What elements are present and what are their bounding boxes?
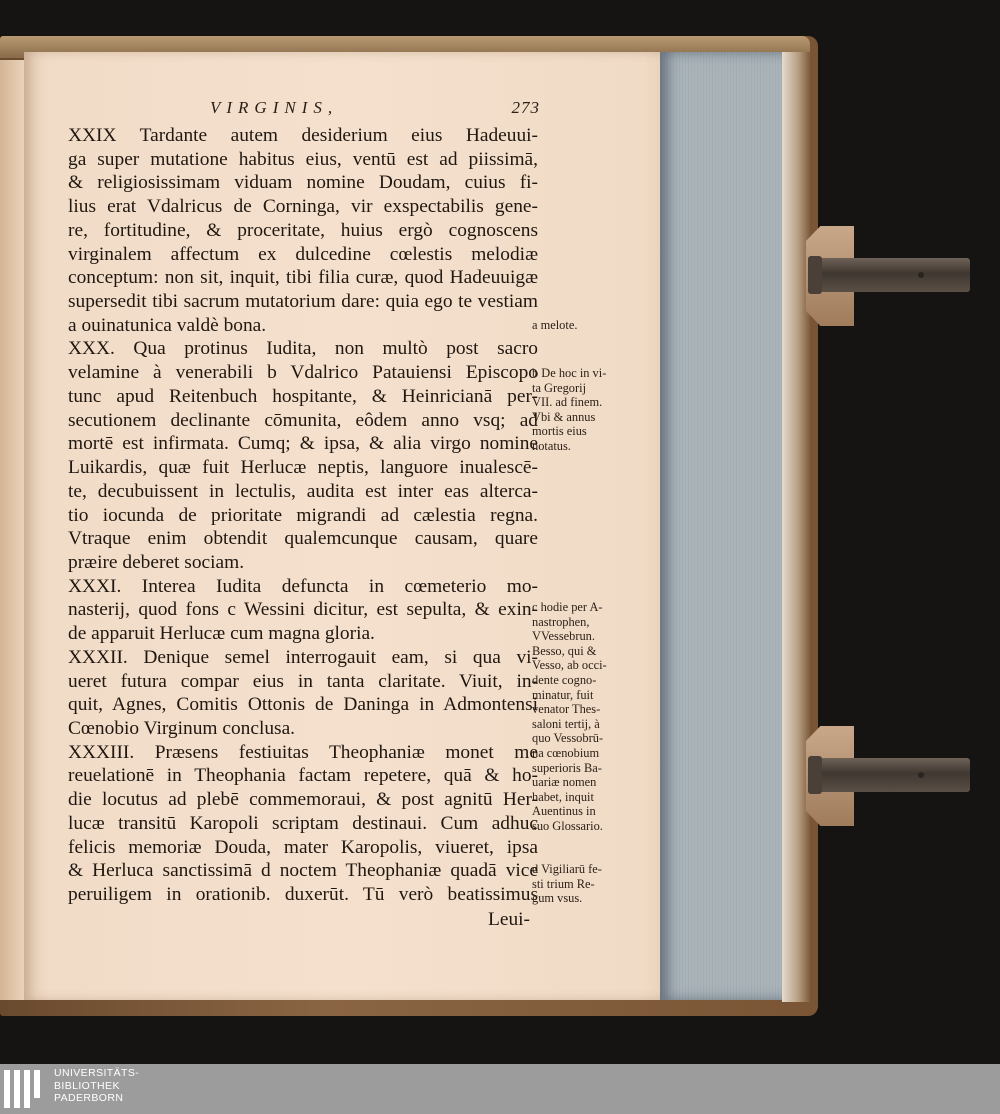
clasp-hinge	[808, 256, 822, 294]
marginal-note-line: dente cogno-	[532, 672, 597, 687]
text-line: XXXII. Denique semel interrogauit eam, si qua vi-	[68, 646, 538, 668]
marginal-note-line: venator Thes-	[532, 702, 601, 717]
page-number: 273	[511, 98, 540, 117]
marginal-note-line: VVessebrun.	[532, 629, 595, 644]
lower-clasp	[806, 726, 970, 772]
library-name	[54, 1067, 139, 1105]
clasp-rivet	[918, 772, 924, 778]
text-line: & religiosissimam viduam nomine Doudam, cuius fi-	[68, 172, 538, 194]
text-line: Cœnobio Virginum conclusa.	[68, 718, 296, 739]
text-line: lucæ transitū Karopoli scriptam destinaui. Cum adhuc	[68, 812, 538, 834]
marginal-note-line: sti trium Re-	[532, 876, 595, 891]
text-line: XXXI. Interea Iudita defuncta in cœmeterio mo-	[68, 575, 538, 597]
marginal-note-a	[532, 318, 642, 333]
text-line: mortē est infirmata. Cumq; & ipsa, & alia virgo nomine	[68, 433, 538, 455]
text-line: ga super mutatione habitus eius, ventū est ad piissimā,	[68, 148, 538, 170]
marginal-note-line: quo Vessobrū-	[532, 731, 604, 746]
marginal-note-line: VII. ad finem.	[532, 395, 603, 410]
left-page-edge	[0, 60, 27, 1000]
library-name-line: PADERBORN	[54, 1092, 124, 1104]
marginal-note-line: uariæ nomen	[532, 775, 597, 790]
marginal-note-c	[532, 600, 642, 834]
clasp-rivet	[918, 272, 924, 278]
marginal-note-line: minatur, fuit	[532, 687, 594, 702]
text-line: velamine à venerabili b Vdalrico Patauiensi Episcopo	[68, 362, 538, 384]
text-line: ueret futura compar eius in tanta claritate. Viuit, in-	[68, 670, 538, 692]
text-line: tio iocunda de prioritate migrandi ad cælestia regna.	[68, 504, 538, 526]
clasp-metal-strap	[812, 758, 970, 792]
page-block-fore-edge	[660, 52, 790, 1000]
marginal-note-line: Vbi & annus	[532, 409, 596, 424]
running-head-title: VIRGINIS,	[210, 98, 339, 117]
marginal-note-line: Besso, qui &	[532, 643, 597, 658]
text-line: reuelationē in Theophania factam repetere, quā & ho-	[68, 765, 538, 787]
running-head	[210, 98, 540, 118]
text-line: conceptum: non sit, inquit, tibi filia curæ, quod Hadeuuigæ	[68, 267, 538, 289]
marginal-note-line: c hodie per A-	[532, 600, 603, 614]
text-line: nasterij, quod fons c Wessini dicitur, est sepulta, & exin-	[68, 599, 538, 621]
text-line: te, decubuissent in lectulis, audita est inter eas alterca-	[68, 480, 538, 502]
text-line: XXX. Qua protinus Iudita, non multò post sacro	[68, 338, 538, 360]
library-footer-bar	[0, 1064, 1000, 1114]
marginal-note-line: d Vigiliarū fe-	[532, 862, 602, 876]
marginal-note-line: gum vsus.	[532, 891, 583, 906]
text-line: secutionem declinante cōmunita, eôdem anno vsq; ad	[68, 409, 538, 431]
text-line: præire deberet sociam.	[68, 551, 245, 573]
marginal-note-line: Vesso, ab occi-	[532, 658, 607, 673]
marginal-note-b	[532, 366, 642, 454]
marginal-note-line: na cœnobium	[532, 745, 600, 760]
library-logo-icon	[0, 1066, 48, 1112]
library-name-line: BIBLIOTHEK	[54, 1079, 120, 1092]
marginal-note-line: ta Gregorij	[532, 380, 587, 395]
marginal-note-d	[532, 862, 642, 906]
library-name-line: UNIVERSITÄTS-	[54, 1067, 140, 1079]
text-line: supersedit tibi sacrum mutatorium dare: quia ego te vestiam	[68, 291, 538, 313]
text-line: & Herluca sanctissimā d noctem Theophaniæ quadā vice	[68, 860, 538, 882]
text-line: Vtraque enim obtendit qualemcunque causam, quare	[68, 528, 538, 550]
text-line: XXIX Tardante autem desiderium eius Hadeuui-	[68, 125, 538, 146]
marginal-note-line: suo Glossario.	[532, 818, 603, 833]
marginal-note-line: superioris Ba-	[532, 760, 602, 775]
marginal-note-line: saloni tertij, à	[532, 716, 600, 731]
text-line: lius erat Vdalricus de Corninga, vir exspectabilis gene-	[68, 196, 538, 218]
marginal-note-line: notatus.	[532, 438, 571, 453]
text-line: virginalem affectum ex dulcedine cœlestis melodiæ	[68, 243, 538, 265]
upper-clasp	[806, 226, 970, 272]
clasp-metal-strap	[812, 258, 970, 292]
marginal-note-line: nastrophen,	[532, 614, 590, 629]
text-line: re, fortitudine, & proceritate, huius ergò cognoscens	[68, 219, 538, 241]
marginal-note-line: mortis eius	[532, 424, 587, 439]
text-line: de apparuit Herlucæ cum magna gloria.	[68, 623, 375, 645]
text-line: a ouinatunica valdè bona.	[68, 314, 267, 336]
text-line: quit, Agnes, Comitis Ottonis de Daninga in Admontensi	[68, 694, 538, 716]
marginal-note-line: habet, inquit	[532, 789, 594, 804]
text-line: felicis memoriæ Douda, mater Karopolis, viueret, ipsa	[68, 836, 538, 858]
marginal-note-line: a melote.	[532, 318, 578, 332]
text-line: tunc apud Reitenbuch hospitante, & Heinricianā per-	[68, 385, 538, 407]
marginal-note-line: Auentinus in	[532, 804, 596, 819]
text-line: Luikardis, quæ fuit Herlucæ neptis, languore inualescē-	[68, 457, 538, 479]
text-line: peruiligem in orationib. duxerūt. Tū verò beatissimus	[68, 884, 538, 906]
marginal-note-line: b De hoc in vi-	[532, 366, 607, 380]
page-block-outer-edge	[782, 52, 810, 1002]
text-line: die locutus ad plebē commemoraui, & post agnitū Her-	[68, 789, 538, 811]
catchword: Leui-	[488, 908, 530, 930]
clasp-hinge	[808, 756, 822, 794]
text-line: XXXIII. Præsens festiuitas Theophaniæ monet me	[68, 741, 538, 763]
